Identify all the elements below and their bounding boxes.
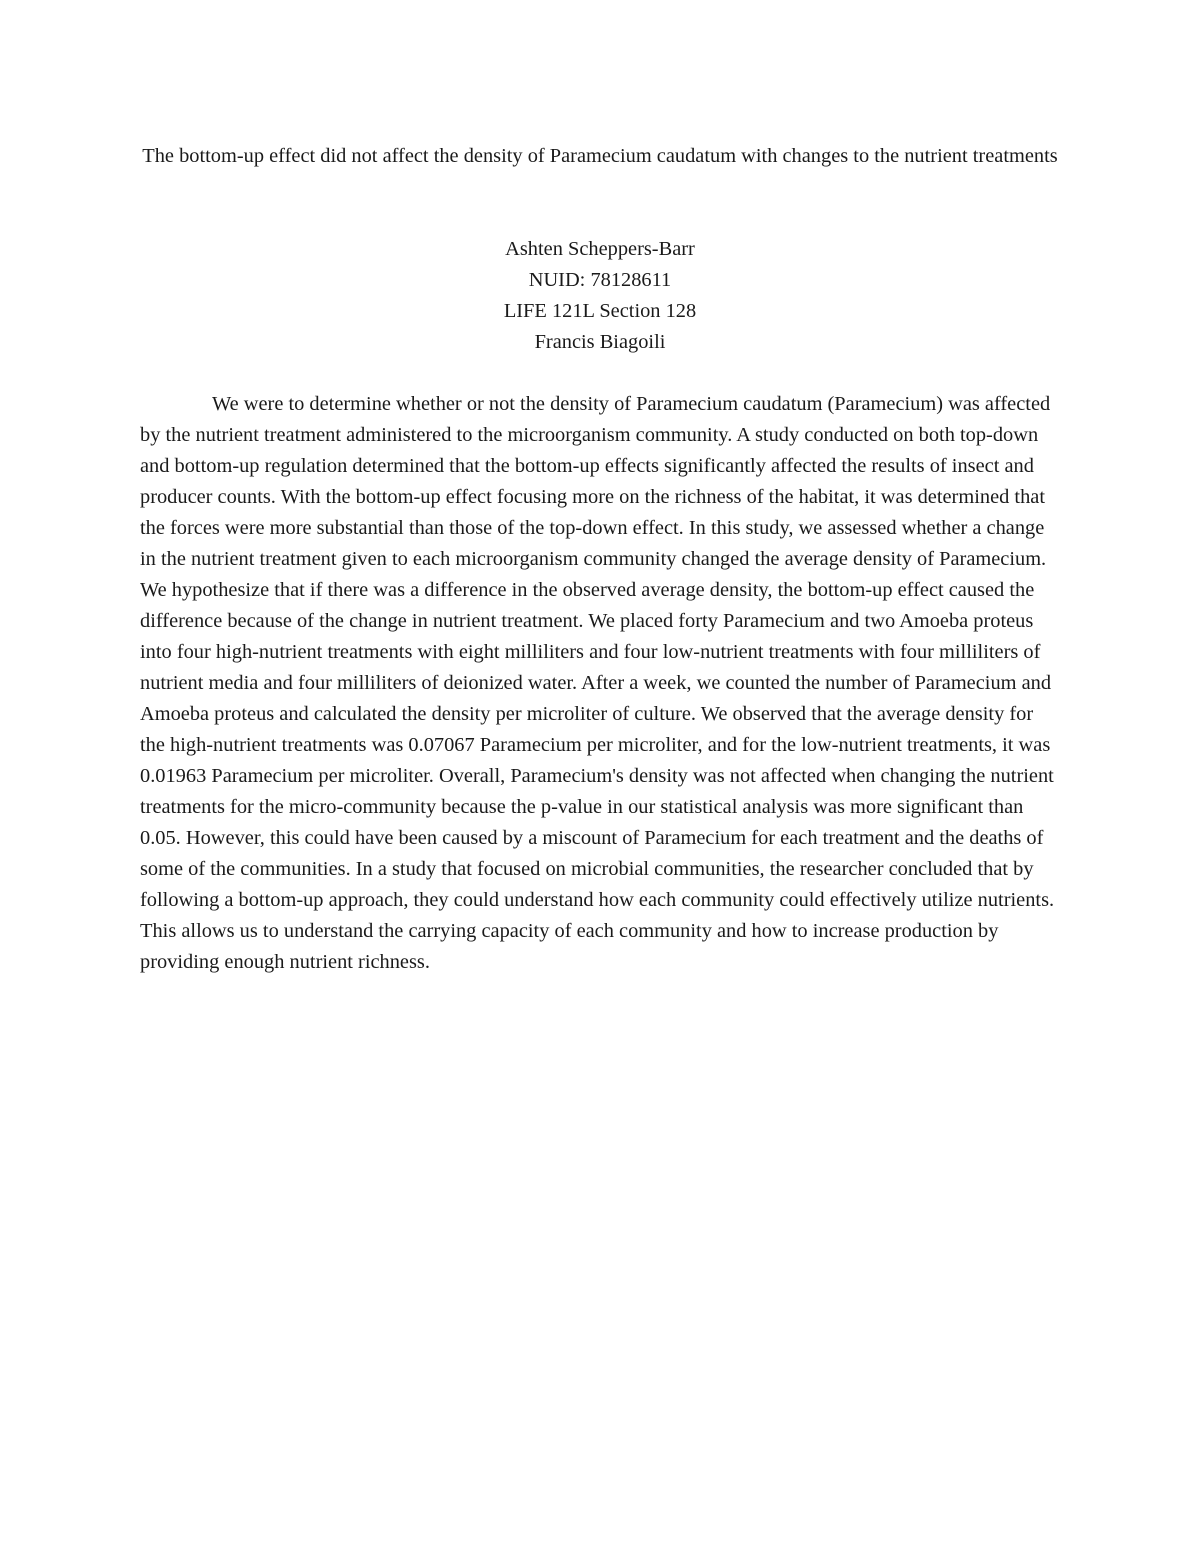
author-name: Ashten Scheppers-Barr [505, 238, 695, 260]
body-paragraph: We were to determine whether or not the density of Paramecium caudatum (Paramecium) was affected by the nutrient treatment administered to the microorganism community. A study conducted on both top-down and bottom-up regulation determined that the bottom-up effects significantly affected the results of insect and producer counts. With the bottom-up effect focusing more on the richness of the habitat, it was determined that the forces were more substantial than those of the top-down effect. In this study, we assessed whether a change in the nutrient treatment given to each microorganism community changed the average density of Paramecium. We hypothesize that if there was a difference in the observed average density, the bottom-up effect caused the difference because of the change in nutrient treatment. We placed forty Paramecium and two Amoeba proteus into four high-nutrient treatments with eight milliliters and four low-nutrient treatments with four milliliters of nutrient media and four milliliters of deionized water. After a week, we counted the number of Paramecium and Amoeba proteus and calculated the density per microliter of culture. We observed that the average density for the high-nutrient treatments was 0.07067 Paramecium per microliter, and for the low-nutrient treatments, it was 0.01963 Paramecium per microliter. Overall, Paramecium's density was not affected when changing the nutrient treatments for the micro-community because the p-value in our statistical analysis was more significant than 0.05. However, this could have been caused by a miscount of Paramecium for each treatment and the deaths of some of the communities. In a study that focused on microbial communities, the researcher concluded that by following a bottom-up approach, they could understand how each community could effectively utilize nutrients. This allows us to understand the carrying capacity of each community and how to increase production by providing enough nutrient richness. [140, 393, 1055, 973]
document-title: The bottom-up effect did not affect the density of Paramecium caudatum with changes to the nutrient treatments [142, 145, 1058, 167]
instructor-name: Francis Biagoili [534, 331, 666, 353]
author-info [140, 234, 1060, 358]
course-section: LIFE 121L Section 128 [503, 300, 697, 322]
student-id: NUID: 78128611 [528, 269, 672, 291]
